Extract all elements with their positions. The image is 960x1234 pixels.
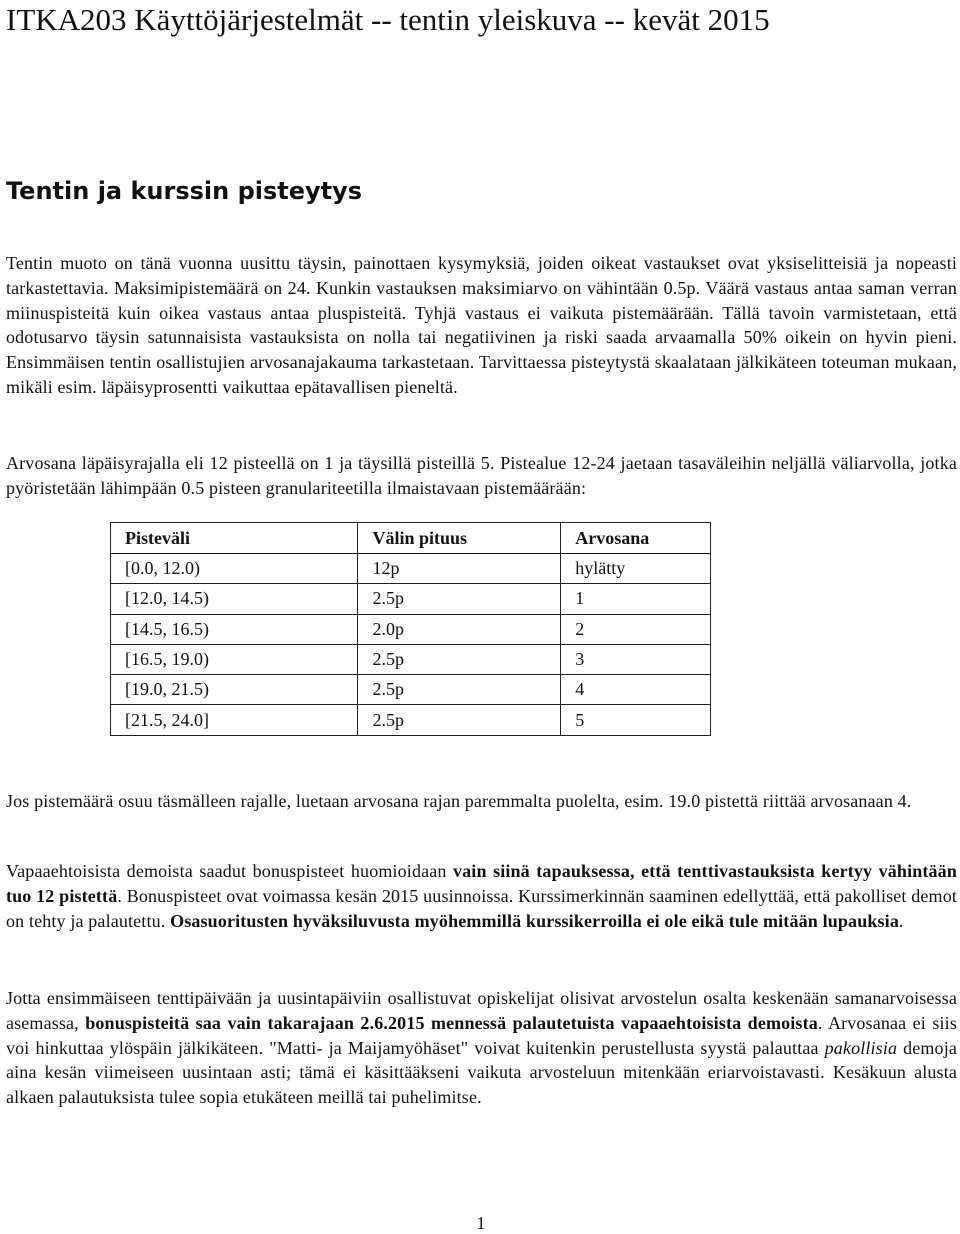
table-cell: 3 [561,644,711,674]
table-row [111,644,711,674]
table-header-cell: Arvosana [561,523,711,554]
text-span: . [898,910,904,931]
table-cell: 5 [561,705,711,735]
document-title: ITKA203 Käyttöjärjestelmät -- tentin yleiskuva -- kevät 2015 [6,2,770,37]
paragraph-bonus-points [6,859,957,933]
table-row [111,614,711,644]
table-cell: [21.5, 24.0] [111,705,358,735]
text-span: Vapaaehtoisista demoista saadut bonuspisteet huomioidaan [6,861,453,881]
table-row [111,705,711,735]
bold-text: vain siinä tapauksessa, että tenttivastauksista kertyy vähintään tuo 12 pistettä [6,861,957,906]
table-cell: 2.5p [358,675,561,705]
table-cell: 1 [561,584,711,614]
table-cell: [14.5, 16.5) [111,614,358,644]
table-cell: 2.5p [358,644,561,674]
italic-text: pakollisia [824,1037,898,1058]
table-cell: [19.0, 21.5) [111,675,358,705]
table-cell: [12.0, 14.5) [111,584,358,614]
table-cell: hylätty [561,554,711,584]
bold-text: Osasuoritusten hyväksiluvusta myöhemmillä kurssikerroilla ei ole eikä tule mitään lupauksia [170,910,899,931]
table-cell: [0.0, 12.0) [111,554,358,584]
table-header-row [111,523,711,554]
table-cell: 4 [561,675,711,705]
paragraph-grade-ranges: Arvosana läpäisyrajalla eli 12 pisteellä on 1 ja täysillä pisteillä 5. Pistealue 12-24 jaetaan tasaväleihin neljällä väliarvolla, jotka pyöristetään lähimpään 0.5 pisteen granulariteetilla ilmaistavaan pistemäärään: [6,453,957,498]
table-cell: 2 [561,614,711,644]
table-row [111,675,711,705]
text-span: . Arvosanaa ei siis voi hinkuttaa ylöspäin jälkikäteen. "Matti- ja Maijamyöhäset" voivat kuitenkin perustellusta syystä palauttaa [6,1012,957,1058]
text-span: . Bonuspisteet ovat voimassa kesän 2015 uusinnoissa. Kurssimerkinnän saaminen edellyttää, että pakolliset demot on tehty ja palautettu. [6,885,957,931]
table-cell: 2.5p [358,705,561,735]
table-cell: 2.5p [358,584,561,614]
table-cell: 2.0p [358,614,561,644]
section-heading: Tentin ja kurssin pisteytys [6,177,363,205]
table-header-cell: Pisteväli [111,523,358,554]
table-cell: [16.5, 19.0) [111,644,358,674]
table-row [111,554,711,584]
bold-text: bonuspisteitä saa vain takarajaan 2.6.2015 mennessä palautetuista vapaaehtoisista demoista [85,1012,818,1033]
table-row [111,584,711,614]
table-header-cell: Välin pituus [358,523,561,554]
paragraph-scoring-rules: Tentin muoto on tänä vuonna uusittu täysin, painottaen kysymyksiä, joiden oikeat vastaukset ovat yksiselitteisiä ja nopeasti tarkastettavia. Maksimipistemäärä on 24. Kunkin vastauksen maksimiarvo on vähintään 0.5p. Väärä vastaus antaa saman verran miinuspisteitä kuin oikea vastaus antaa pluspisteitä. Tyhjä vastaus ei vaikuta pistemäärään. Tällä tavoin varmistetaan, että odotusarvo täysin satunnaisista vastauksista on nolla tai negatiivinen ja riski saada arvaamalla 50% oikein on hyvin pieni. Ensimmäisen tentin osallistujien arvosanajakauma tarkastetaan. Tarvittaessa pisteytystä skaalataan jälkikäteen toteuman mukaan, mikäli esim. läpäisyprosentti vaikuttaa epätavallisen pieneltä. [6,253,957,397]
paragraph-deadline [6,986,957,1110]
page-number: 1 [476,1213,486,1233]
text-span: Jotta ensimmäiseen tenttipäivään ja uusintapäiviin osallistuvat opiskelijat olisivat arvostelun osalta keskenään samanarvoisessa asemassa, [6,988,957,1033]
text-span: demoja aina kesän viimeiseen uusintaan asti; tämä ei käsittääkseni vaikuta arvosteluun mitenkään eriarvoistavasti. Kesäkuun alusta alkaen palautuksista tulee sopia etukäteen meillä tai puhelimitse. [6,1037,957,1108]
table-cell: 12p [358,554,561,584]
paragraph-boundary-rule: Jos pistemäärä osuu täsmälleen rajalle, luetaan arvosana rajan paremmalta puolelta, esim. 19.0 pistettä riittää arvosanaan 4. [6,791,912,811]
grade-table [110,522,711,736]
